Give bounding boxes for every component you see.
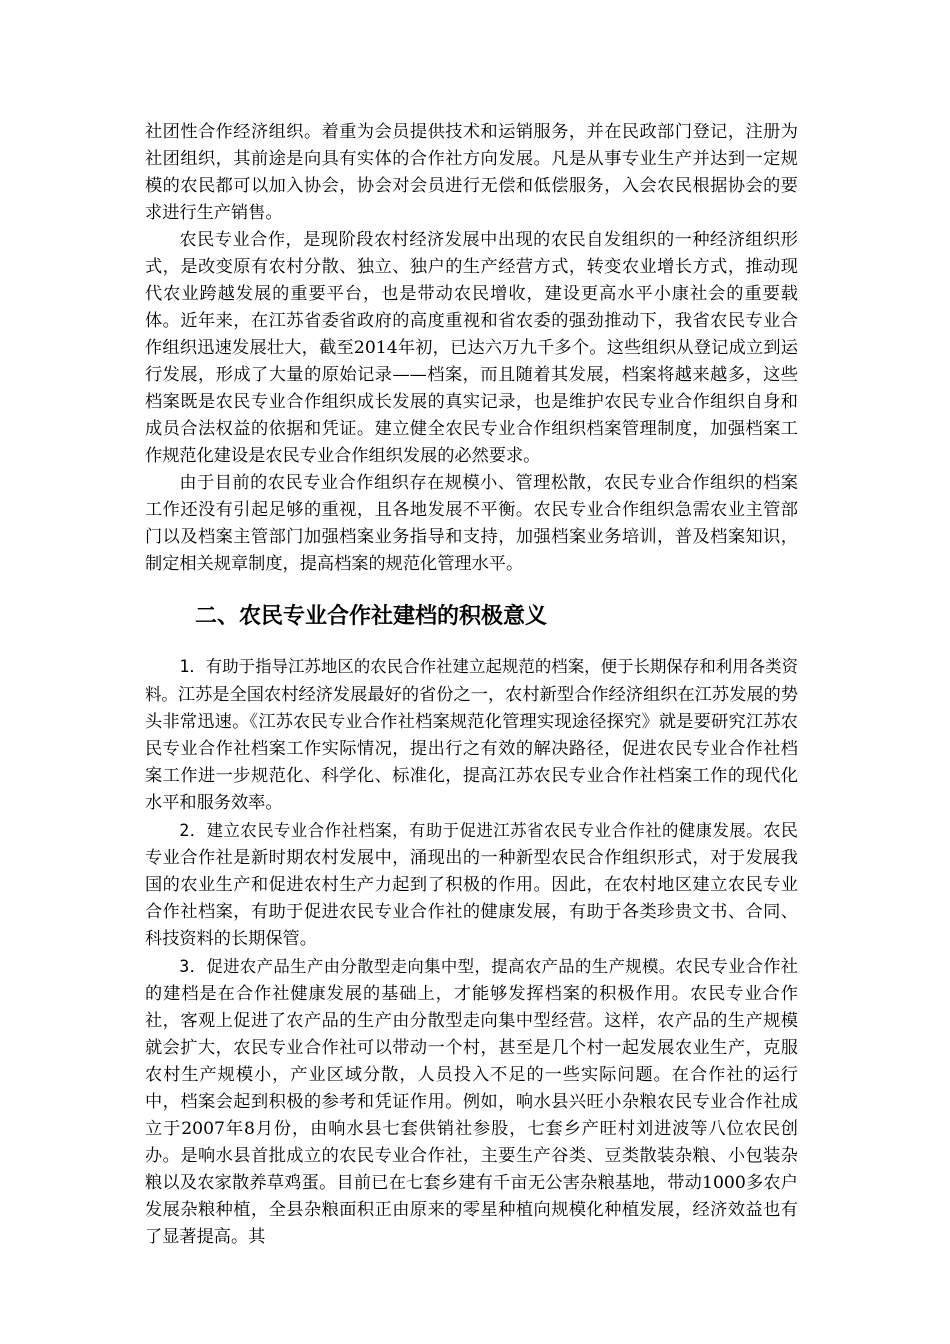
list-item-2 [145,817,798,953]
list-item-2-body: 农民专业合作社是新时期农村发展中，涌现出的一种新型农民合作组织形式，对于发展我国的农业生产和促进农村生产力起到了积极的作用。因此，在农村地区建立农民专业合作社档案，有助于促进农民专业合作社的健康发展，有助于各类珍贵文书、合同、科技资料的长期保管。 [145,821,798,949]
list-item-1 [145,653,798,817]
paragraph-farmer-cooperation: 农民专业合作，是现阶段农村经济发展中出现的农民自发组织的一种经济组织形式，是改变原有农村分散、独立、独户的生产经营方式，转变农业增长方式，推动现代农业跨越发展的重要平台，也是带动农民增收，建设更高水平小康社会的重要载体。近年来，在江苏省委省政府的高度重视和省农委的强劲推动下，我省农民专业合作组织迅速发展壮大，截至2014年初，已达六万九千多个。这些组织从登记成立到运行发展，形成了大量的原始记录——档案，而且随着其发展，档案将越来越多，这些档案既是农民专业合作组织成长发展的真实记录，也是维护农民专业合作组织自身和成员合法权益的依据和凭证。建立健全农民专业合作组织档案管理制度，加强档案工作规范化建设是农民专业合作组织发展的必然要求。 [145,230,798,466]
paragraph-current-problems: 由于目前的农民专业合作组织存在规模小、管理松散，农民专业合作组织的档案工作还没有引起足够的重视，且各地发展不平衡。农民专业合作组织急需农业主管部门以及档案主管部门加强档案业务指导和支持，加强档案业务培训，普及档案知识，制定相关规章制度，提高档案的规范化管理水平。 [145,473,798,574]
section-heading: 二、农民专业合作社建档的积极意义 [195,604,548,629]
list-item-2-lead: 2．建立农民专业合作社档案，有助于促进江苏省农民专业合作社的健康发展。 [179,821,764,840]
paragraph-continuation: 社团性合作经济组织。着重为会员提供技术和运销服务，并在民政部门登记，注册为社团组织，其前途是向具有实体的合作社方向发展。凡是从事专业生产并达到一定规模的农民都可以加入协会，协会对会员进行无偿和低偿服务，入会农民根据协会的要求进行生产销售。 [145,122,798,223]
list-item-1-body: 江苏是全国农村经济发展最好的省份之一，农村新型合作经济组织在江苏发展的势头非常迅速。《江苏农民专业合作社档案规范化管理实现途径探究》就是要研究江苏农民专业合作社档案工作实际情况，提出行之有效的解决路径，促进农民专业合作社档案工作进一步规范化、科学化、标准化，提高江苏农民专业合作社档案工作的现代化水平和服务效率。 [145,685,799,813]
list-item-3-lead: 3．促进农产品生产由分散型走向集中型，提高农产品的生产规模。 [179,957,676,976]
list-item-3 [145,953,798,1251]
list-item-3-body: 农民专业合作社的建档是在合作社健康发展的基础上，才能够发挥档案的积极作用。农民专业合作社，客观上促进了农产品的生产由分散型走向集中型经营。这样，农产品的生产规模就会扩大，农民专业合作社可以带动一个村，甚至是几个村一起发展农业生产，克服农村生产规模小，产业区域分散，人员投入不足的一些实际问题。在合作社的运行中，档案会起到积极的参考和凭证作用。例如，响水县兴旺小杂粮农民专业合作社成立于2007年8月份，由响水县七套供销社参股，七套乡产旺村刘进波等八位农民创办。是响水县首批成立的农民专业合作社，主要生产谷类、豆类散装杂粮、小包装杂粮以及农家散养草鸡蛋。目前已在七套乡建有千亩无公害杂粮基地，带动1000多农户发展杂粮种植，全县杂粮面积正由原来的零星种植向规模化种植发展，经济效益也有了显著提高。其 [145,957,798,1247]
document-page [145,119,798,1251]
list-item-1-lead: 1．有助于指导江苏地区的农民合作社建立起规范的档案，便于长期保存和利用各类资料。 [145,657,798,704]
